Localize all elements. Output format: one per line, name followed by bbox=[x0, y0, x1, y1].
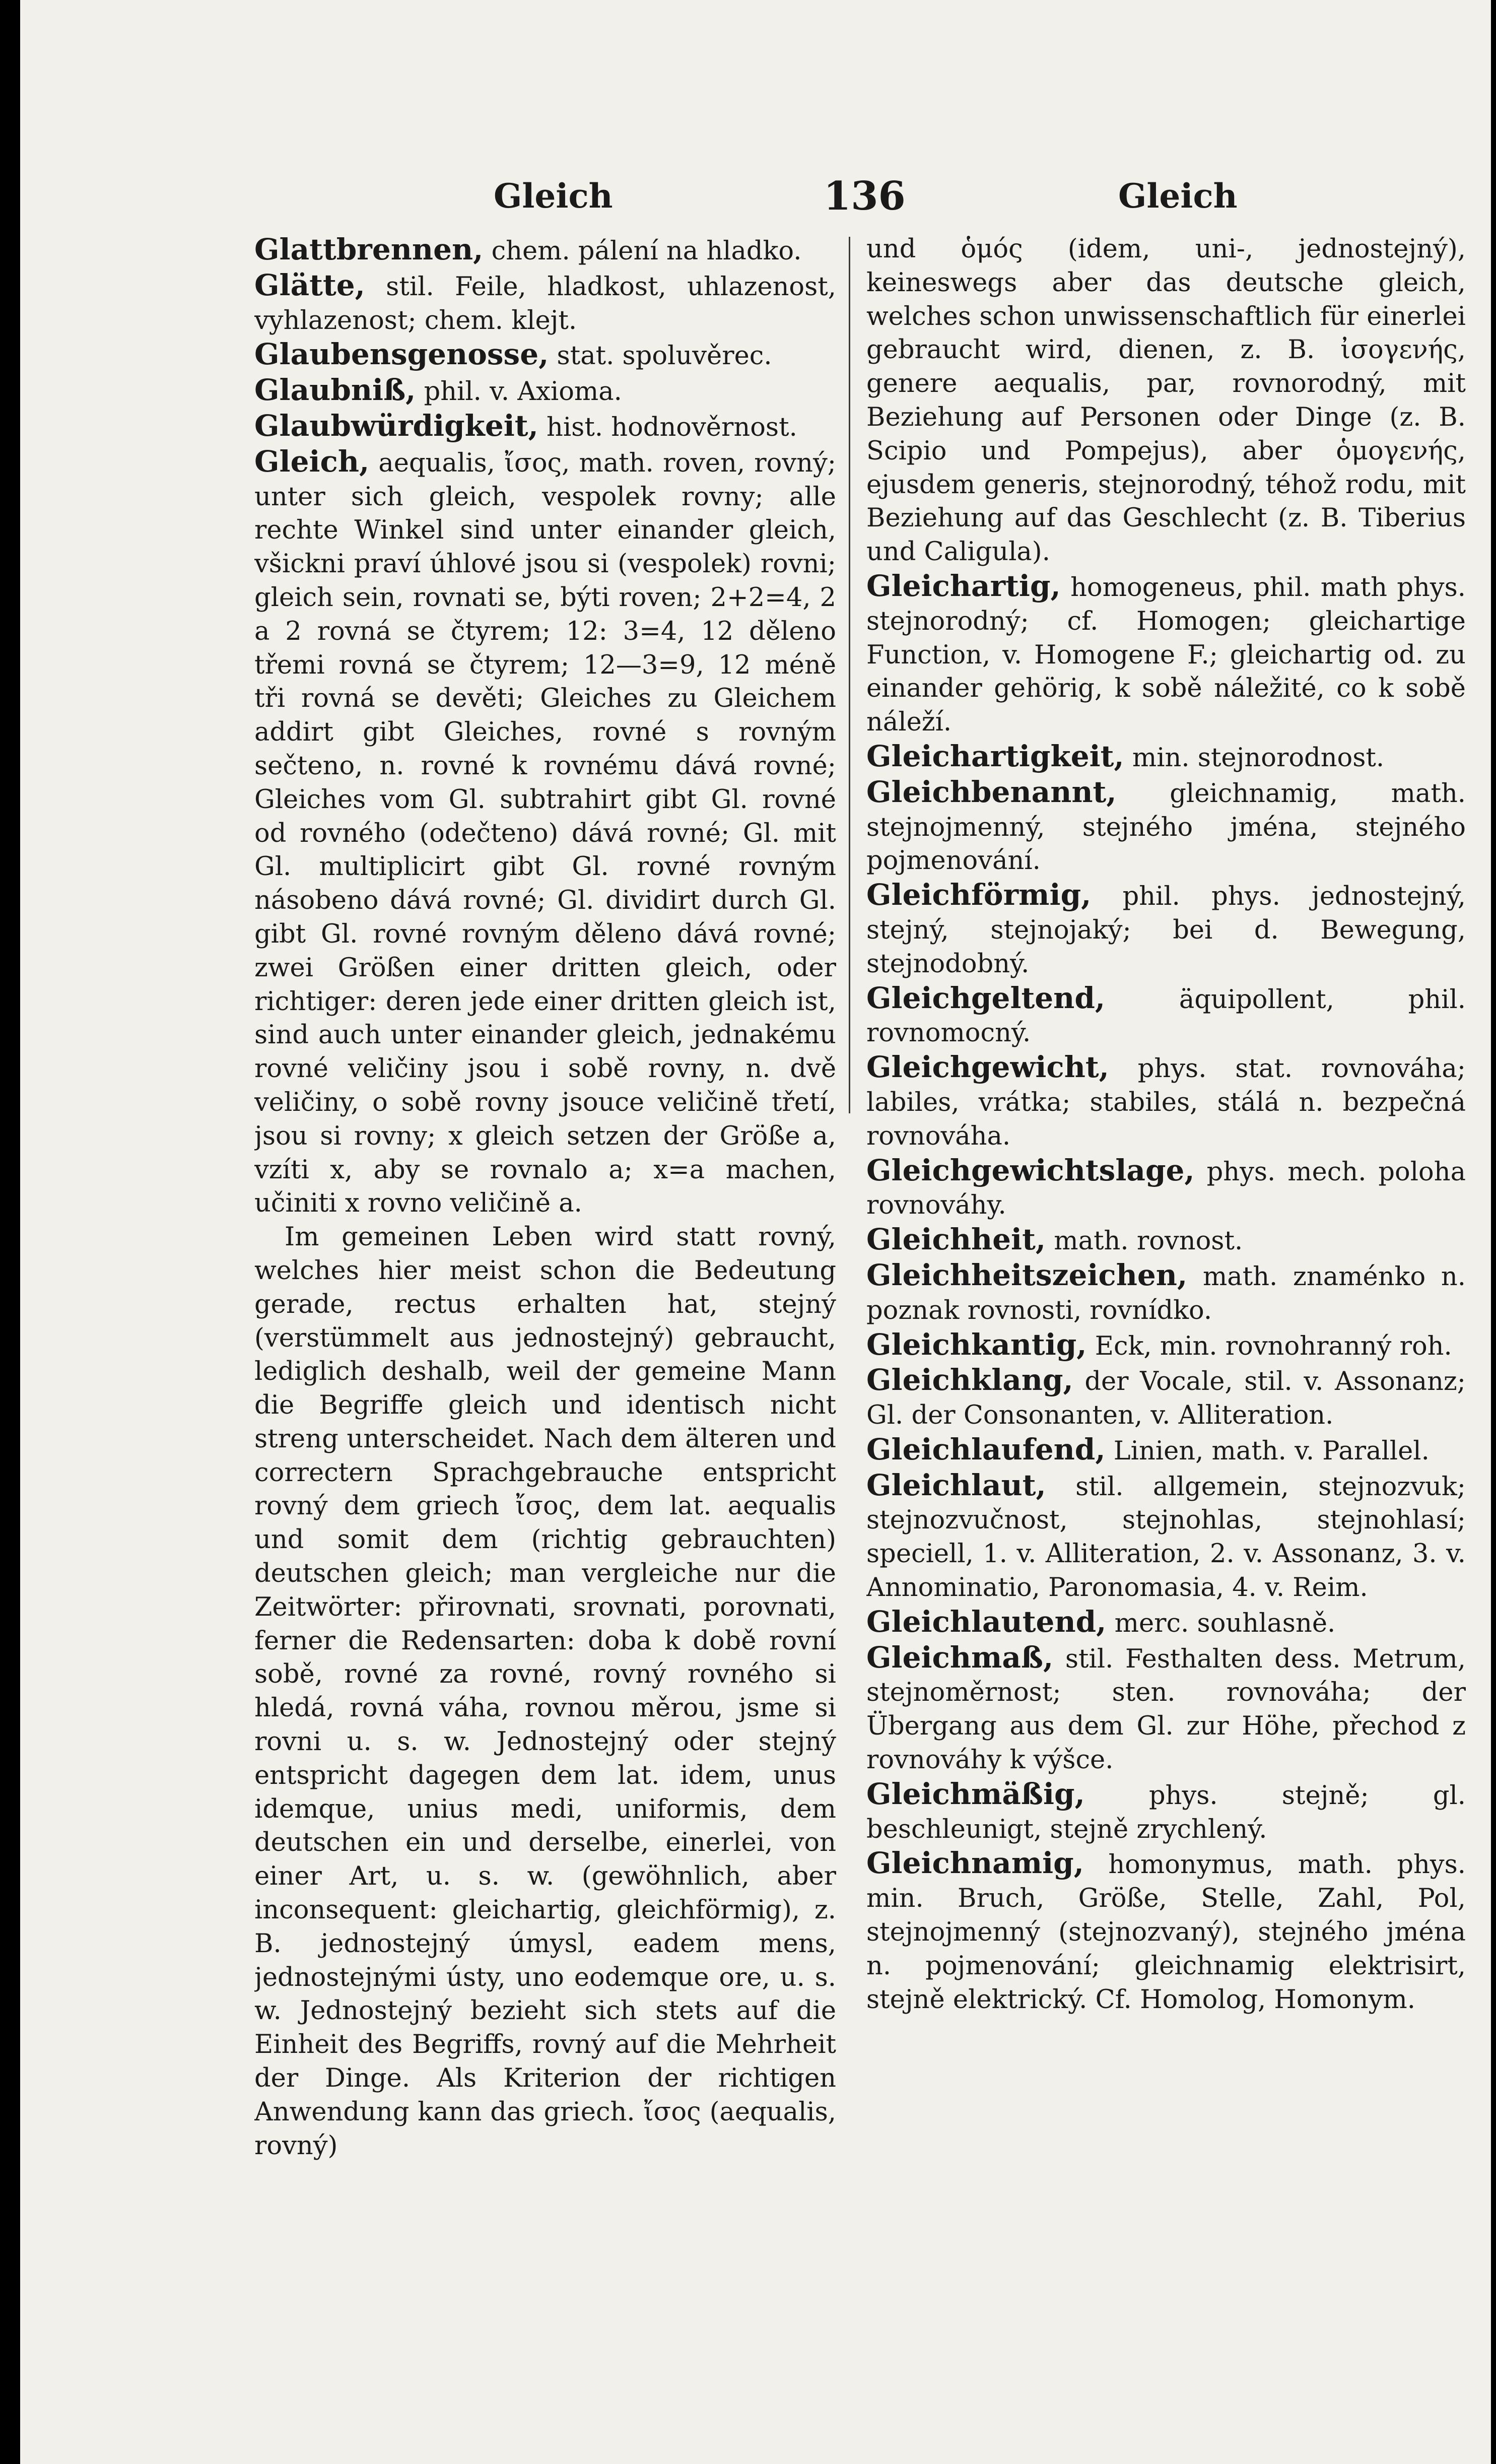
entry-text: stat. spoluvěrec. bbox=[557, 341, 772, 371]
dictionary-entry bbox=[866, 1363, 1466, 1433]
entry-text: phys. stat. rovnováha; labiles, vrátka; stabiles, stálá n. bezpečná rovnováha. bbox=[866, 1054, 1466, 1151]
entry-headword: Gleichmaß, bbox=[866, 1640, 1054, 1675]
entry-text: aequalis, ἴσος, math. roven, rovný; unter sich gleich, vespolek rovny; alle rechte Winkel sind unter einander gleich, všickni praví úhlové jsou si (vespolek) rovni; gleich sein, rovnati se, býti roven; 2+2=4, 2 a 2 rovná se čtyrem; 12: 3=4, 12 děleno třemi rovná se čtyrem; 12—3=9, 12 méně tři rovná se devěti; Gleiches zu Gleichem addirt gibt Gleiches, rovné s rovným sečteno, n. rovné k rovnému dává rovné; Gleiches vom Gl. subtrahirt gibt Gl. rovné od rovného (odečteno) dává rovné; Gl. mit Gl. multiplicirt gibt Gl. rovné rovným násobeno dává rovné; Gl. dividirt durch Gl. gibt Gl. rovné rovným děleno dává rovné; zwei Größen einer dritten gleich, oder richtiger: deren jede einer dritten gleich ist, sind auch unter einander gleich, jednakému rovné veličiny jsou i sobě rovny, n. dvě veličiny, o sobě rovny jsouce veličině třetí, jsou si rovny; x gleich setzen der Größe a, vzíti x, aby se rovnalo a; x=a machen, učiniti x rovno veličině a. bbox=[254, 448, 836, 1219]
dictionary-entry bbox=[866, 1154, 1466, 1223]
entry-headword: Gleichbenannt, bbox=[866, 774, 1117, 809]
dictionary-entry bbox=[254, 373, 836, 409]
entry-text: phys. mech. poloha rovnováhy. bbox=[866, 1157, 1466, 1221]
entry-continuation: und ὁμός (idem, uni-, jednostejný), keineswegs aber das deutsche gleich, welches schon unwissenschaftlich für einerlei gebraucht wird, dienen, z. B. ἰσογενής, genere aequalis, par, rovnorodný, mit Beziehung auf Personen oder Dinge (z. B. Scipio und Pompejus), aber ὁμογενής, ejusdem generis, stejnorodný, téhož rodu, mit Beziehung auf das Geschlecht (z. B. Tiberius und Caligula). bbox=[866, 234, 1466, 567]
entry-text: stil. Feile, hladkost, uhlazenost, vyhlazenost; chem. klejt. bbox=[254, 272, 836, 336]
entry-text: merc. souhlasně. bbox=[1114, 1608, 1336, 1638]
dictionary-entry bbox=[866, 775, 1466, 878]
entry-headword: Gleichgeltend, bbox=[866, 980, 1106, 1015]
entry-text: phys. stejně; gl. beschleunigt, stejně zrychlený. bbox=[866, 1780, 1466, 1844]
dictionary-entry bbox=[866, 981, 1466, 1051]
dictionary-entry bbox=[254, 409, 836, 445]
entry-text: homonymus, math. phys. min. Bruch, Größe, Stelle, Zahl, Pol, stejnojmenný (stejnozvaný), stejného jména n. pojmenování; gleichnamig elektrisirt, stejně elektrický. Cf. Homolog, Homonym. bbox=[866, 1850, 1466, 2015]
entry-headword: Gleichlautend, bbox=[866, 1604, 1107, 1639]
dictionary-entry bbox=[866, 1258, 1466, 1328]
entry-headword: Gleichnamig, bbox=[866, 1846, 1084, 1881]
running-header bbox=[20, 166, 1491, 237]
entry-text: hist. hodnověrnost. bbox=[547, 412, 797, 442]
dictionary-entry bbox=[254, 233, 836, 269]
dictionary-entry bbox=[254, 445, 836, 1221]
entry-headword: Glattbrennen, bbox=[254, 233, 484, 267]
entry-headword: Gleichgewichtslage, bbox=[866, 1153, 1195, 1187]
dictionary-entry bbox=[866, 1469, 1466, 1605]
entry-headword: Gleichheitszeichen, bbox=[866, 1257, 1188, 1292]
entry-text: äquipollent, phil. rovnomocný. bbox=[866, 984, 1466, 1048]
entry-headword: Gleichgewicht, bbox=[866, 1050, 1109, 1085]
entry-text: homogeneus, phil. math phys. stejnorodný; cf. Homogen; gleichartige Function, v. Homogene F.; gleichartig od. zu einander gehörig, k sobě náležité, co k sobě náleží. bbox=[866, 572, 1466, 738]
entry-text: math. znaménko n. poznak rovnosti, rovnídko. bbox=[866, 1261, 1466, 1325]
column-divider bbox=[849, 237, 850, 1113]
page-number: 136 bbox=[824, 173, 906, 219]
entry-headword: Gleichförmig, bbox=[866, 878, 1092, 912]
right-column bbox=[866, 233, 1466, 2414]
entry-headword: Glätte, bbox=[254, 268, 365, 302]
entry-text: phil. v. Axioma. bbox=[424, 377, 622, 407]
dictionary-entry bbox=[866, 1846, 1466, 2017]
dictionary-entry bbox=[866, 1641, 1466, 1777]
entry-headword: Gleichheit, bbox=[866, 1222, 1046, 1257]
dictionary-entry bbox=[866, 1433, 1466, 1469]
dictionary-entry bbox=[866, 1605, 1466, 1641]
entry-headword: Glaubniß, bbox=[254, 373, 416, 408]
entry-text: phil. phys. jednostejný, stejný, stejnojaký; bei d. Bewegung, stejnodobný. bbox=[866, 882, 1466, 979]
dictionary-entry bbox=[254, 269, 836, 338]
dictionary-entry bbox=[866, 1223, 1466, 1258]
dictionary-entry bbox=[866, 1777, 1466, 1847]
header-left-word: Gleich bbox=[494, 176, 613, 216]
entry-headword: Gleichartig, bbox=[866, 568, 1061, 603]
entry-text: der Vocale, stil. v. Assonanz; Gl. der Consonanten, v. Alliteration. bbox=[866, 1367, 1466, 1431]
entry-headword: Gleichartigkeit, bbox=[866, 739, 1124, 773]
entry-headword: Gleich, bbox=[254, 444, 370, 479]
entry-headword: Glaubensgenosse, bbox=[254, 337, 549, 372]
entry-text: math. rovnost. bbox=[1054, 1226, 1243, 1256]
usage-note-paragraph: Im gemeinen Leben wird statt rovný, welches hier meist schon die Bedeutung gerade, rectus erhalten hat, stejný (verstümmelt aus jednostejný) gebraucht, lediglich deshalb, weil der gemeine Mann die Begriffe gleich und identisch nicht streng unterscheidet. Nach dem älteren und correctern Sprachgebrauche entspricht rovný dem griech ἴσος, dem lat. aequalis und somit dem (richtig gebrauchten) deutschen gleich; man vergleiche nur die Zeitwörter: přirovnati, srovnati, porovnati, ferner die Redensarten: doba k době rovní sobě, rovné za rovné, rovný rovného si hledá, rovná váha, rovnou měrou, jsme si rovni u. s. w. Jednostejný oder stejný entspricht dagegen dem lat. idem, unus idemque, unius medi, uniformis, dem deutschen ein und derselbe, einerlei, von einer Art, u. s. w. (gewöhnlich, aber inconsequent: gleichartig, gleichförmig), z. B. jednostejný úmysl, eadem mens, jednostejnými ústy, uno eodemque ore, u. s. w. Jednostejný bezieht sich stets auf die Einheit des Begriffs, rovný auf die Mehrheit der Dinge. Als Kriterion der richtigen Anwendung kann das griech. ἴσος (aequalis, rovný) bbox=[254, 1222, 836, 2161]
entry-text: stil. allgemein, stejnozvuk; stejnozvučnost, stejnohlas, stejnohlasí; speciell, 1. v. Alliteration, 2. v. Assonanz, 3. v. Annominatio, Paronomasia, 4. v. Reim. bbox=[866, 1472, 1466, 1603]
header-right-word: Gleich bbox=[1118, 176, 1238, 216]
left-column bbox=[254, 233, 836, 2414]
entry-text: gleichnamig, math. stejnojmenný, stejného jména, stejného pojmenování. bbox=[866, 778, 1466, 876]
entry-headword: Gleichlaut, bbox=[866, 1468, 1046, 1502]
entry-text: stil. Festhalten dess. Metrum, stejnoměrnost; sten. rovnováha; der Übergang aus dem Gl. zur Höhe, přechod z rovnováhy k výšce. bbox=[866, 1644, 1466, 1775]
entry-headword: Gleichmäßig, bbox=[866, 1776, 1085, 1811]
entry-headword: Gleichlaufend, bbox=[866, 1432, 1106, 1467]
entry-headword: Gleichklang, bbox=[866, 1363, 1073, 1397]
dictionary-entry bbox=[866, 569, 1466, 740]
entry-headword: Glaubwürdigkeit, bbox=[254, 408, 538, 443]
entry-text: Eck, min. rovnohranný roh. bbox=[1095, 1331, 1452, 1361]
entry-text: chem. pálení na hladko. bbox=[491, 236, 802, 266]
dictionary-entry bbox=[254, 338, 836, 373]
dictionary-entry bbox=[866, 740, 1466, 775]
dictionary-entry bbox=[866, 878, 1466, 981]
dictionary-entry bbox=[866, 1328, 1466, 1364]
entry-text: Linien, math. v. Parallel. bbox=[1113, 1436, 1430, 1466]
dictionary-entry bbox=[866, 1050, 1466, 1153]
entry-text: min. stejnorodnost. bbox=[1132, 743, 1385, 773]
entry-headword: Gleichkantig, bbox=[866, 1327, 1087, 1362]
dictionary-page bbox=[20, 0, 1491, 2464]
